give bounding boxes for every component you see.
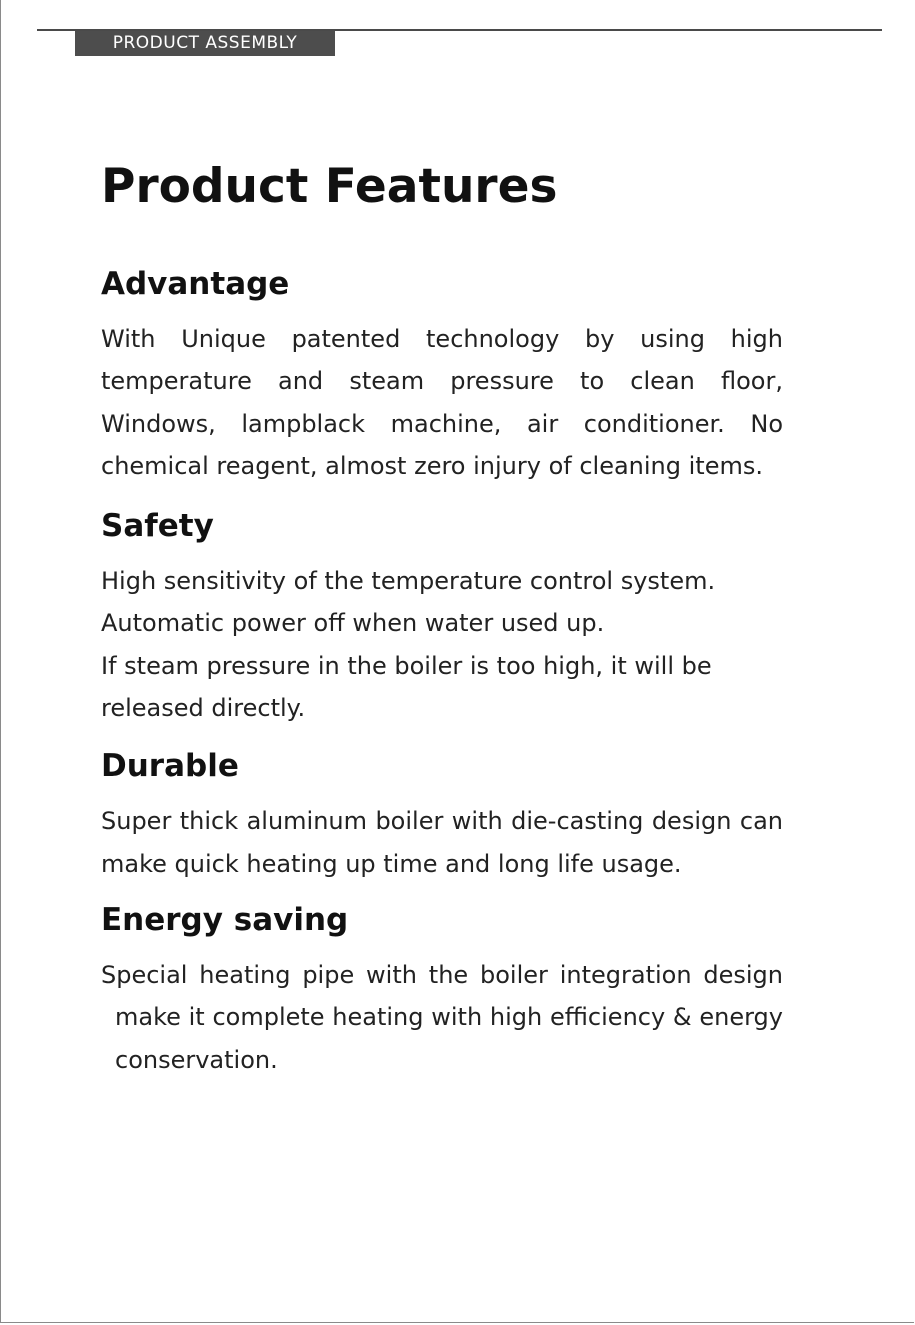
section-heading-safety: Safety (101, 508, 214, 545)
safety-line-1: High sensitivity of the temperature control system. (101, 567, 716, 596)
section-heading-energy-saving: Energy saving (101, 901, 349, 938)
safety-line-3: If steam pressure in the boiler is too high, it will be released directly. (101, 651, 712, 723)
section-heading-advantage: Advantage (101, 266, 290, 302)
energy-saving-paragraph: Special heating pipe with the boiler integration design make it complete heating with high efficiency & energy conservation. (101, 960, 783, 1074)
durable-paragraph: Super thick aluminum boiler with die-casting design can make quick heating up time and long life usage. (101, 807, 783, 878)
document-content (101, 155, 783, 1081)
safety-line-2: Automatic power off when water used up. (101, 609, 605, 638)
section-heading-durable: Durable (101, 748, 239, 785)
advantage-paragraph: With Unique patented technology by using high temperature and steam pressure to clean floor, Windows, lampblack machine, air conditioner. No chemical reagent, almost zero injury of cleaning items. (101, 325, 783, 480)
page-title: Product Features (101, 159, 558, 214)
section-tab: PRODUCT ASSEMBLY (75, 31, 335, 56)
